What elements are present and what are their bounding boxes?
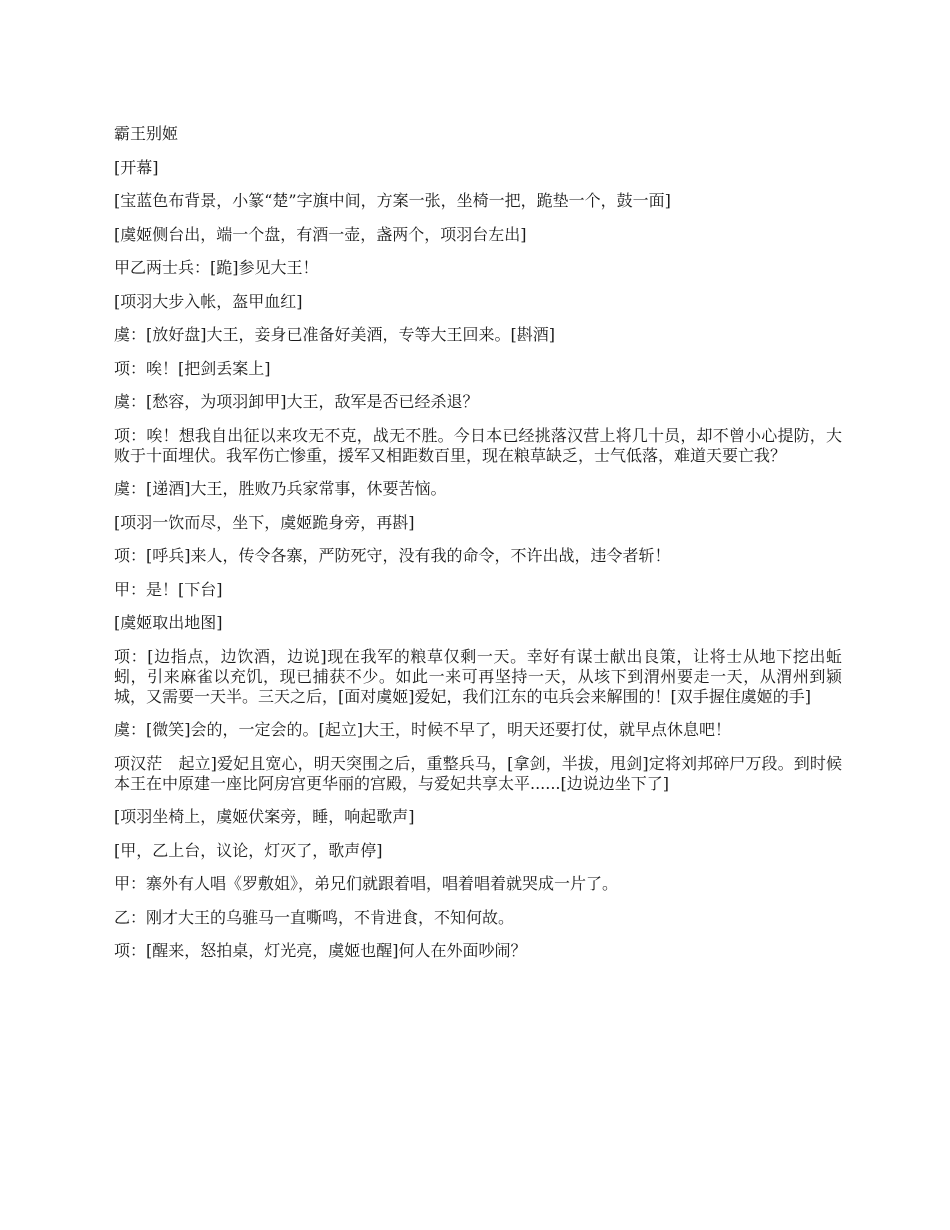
paragraph-dialogue: 虞：[放好盘]大王，妾身已准备好美酒，专等大王回来。[斟酒] [114,325,555,344]
paragraph-stage-direction: [虞姬取出地图] [114,613,223,632]
paragraph-dialogue: 虞：[微笑]会的，一定会的。[起立]大王，时候不早了，明天还要打仗，就早点休息吧！ [114,720,731,739]
paragraph-dialogue: 甲乙两士兵：[跪]参见大王！ [114,258,319,277]
paragraph-dialogue: 项汉茫 起立]爱妃且宽心，明天突围之后，重整兵马，[拿剑，半拔，甩剑]定将刘邦碎尸万段。到时候本王在中原建一座比阿房宫更华丽的宫殿，与爱妃共享太平......[边说边坐下了] [114,753,842,793]
paragraph-dialogue: 项：唉！[把剑丢案上] [114,358,271,378]
paragraph-dialogue: 甲：是！[下台] [114,579,223,599]
paragraph-dialogue: 甲：寨外有人唱《罗敷姐》，弟兄们就跟着唱，唱着唱着就哭成一片了。 [114,874,619,893]
paragraph-dialogue: 乙：刚才大王的乌骓马一直嘶鸣，不肯进食，不知何故。 [114,907,515,927]
paragraph-stage-direction: [项羽坐椅上，虞姬伏案旁，睡，响起歌声] [114,807,415,826]
paragraph-dialogue: 项：[边指点，边饮酒，边说]现在我军的粮草仅剩一天。幸好有谋士献出良策，让将士从地下挖出蚯蚓，引来麻雀以充饥，现已捕获不少。如此一来可再坚持一天，从垓下到渭州要走一天，从渭州到颍城，又需要一天半。三天之后，[面对虞姬]爱妃，我们江东的屯兵会来解围的！[双手握住虞姬的手] [114,646,842,706]
paragraph-dialogue: 项：唉！想我自出征以来攻无不克，战无不胜。今日本已经挑落汉营上将几十员，却不曾小心提防，大败于十面埋伏。我军伤亡惨重，援军又相距数百里，现在粮草缺乏，士气低落，难道天要亡我？ [114,425,842,465]
document-title: 霸王别姬 [114,124,179,143]
paragraph-stage-direction: [宝蓝色布背景，小篆“楚”字旗中间，方案一张，坐椅一把，跪垫一个，鼓一面] [114,191,671,210]
paragraph-dialogue: 虞：[愁容，为项羽卸甲]大王，敌军是否已经杀退？ [114,392,479,411]
paragraph-stage-direction: [项羽大步入帐，盔甲血红] [114,291,303,311]
paragraph-dialogue: 项：[醒来，怒拍桌，灯光亮，虞姬也醒]何人在外面吵闹？ [114,941,527,960]
paragraph-stage-direction: [甲，乙上台，议论，灯灭了，歌声停] [114,840,383,860]
paragraph-stage-direction: [项羽一饮而尽，坐下，虞姬跪身旁，再斟] [114,512,415,532]
paragraph-dialogue: 虞：[递酒]大王，胜败乃兵家常事，休要苦恼。 [114,479,447,498]
paragraph-stage-direction: [开幕] [114,157,159,177]
paragraph-dialogue: 项：[呼兵]来人，传令各寨，严防死守，没有我的命令，不许出战，违令者斩！ [114,546,671,565]
document-page [114,124,842,975]
paragraph-stage-direction: [虞姬侧台出，端一个盘，有酒一壶，盏两个，项羽台左出] [114,224,527,244]
